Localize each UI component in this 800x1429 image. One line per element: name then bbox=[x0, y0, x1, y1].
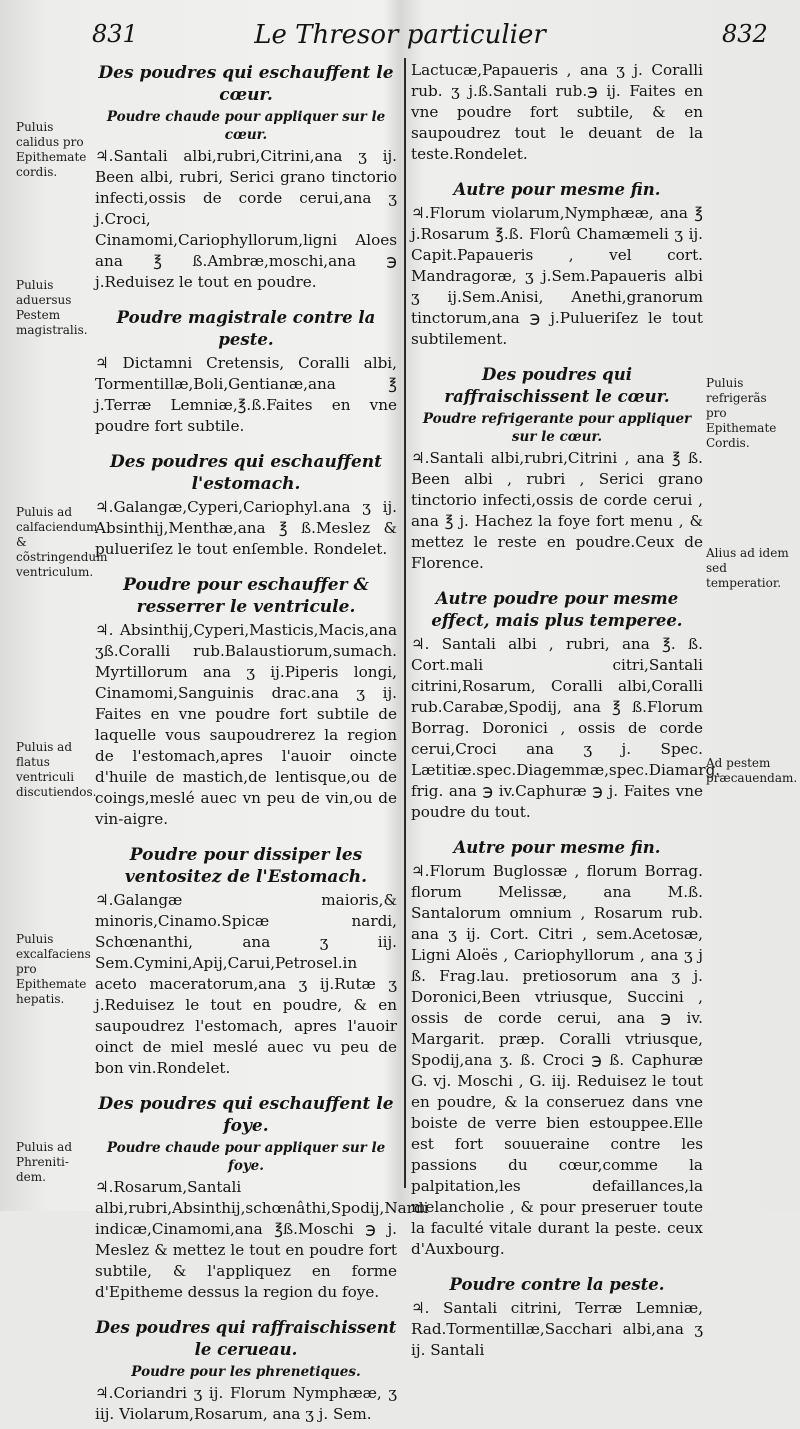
recipe-text: ♃.Galangæ maioris,& minoris,Cinamo.Spicæ nardi, Schœnanthi, ana ʒ iij. Sem.Cymini,Apij,Carui,Petrosel.in aceto maceratorum,ana ʒ ij.Rutæ ʒ j.Reduisez le tout en poudre, & en saupoudrez l'estomach, apres l'auoir oinct de miel meslé auec vu peu de bon vin.Rondelet. bbox=[95, 891, 397, 1077]
margin-note: Puluis calidus pro Epithemate cordis. bbox=[16, 120, 87, 179]
recipe-text: ♃.Galangæ,Cyperi,Cariophyl.ana ʒ ij. Absinthij,Menthæ,ana ℥ ß.Meslez & pulueriſez le tout enſemble. Rondelet. bbox=[95, 498, 397, 558]
recipe-text: ♃.Florum violarum,Nymphææ, ana ℥ j.Rosarum ℥.ß. Florû Chamæmeli ʒ ij. Capit.Papaueris , vel cort. Mandragoræ, ʒ j.Sem.Papaueris albi ʒ ij.Sem.Anisi, Anethi,granorum tinctorum,ana ℈ j.Pulueriſez le tout subtilement. bbox=[411, 204, 703, 348]
column-divider bbox=[404, 58, 406, 1188]
section-title: Poudre magistrale contre la peste. bbox=[116, 308, 376, 349]
section-title: Autre poudre pour mesme effect, mais plus temperee. bbox=[431, 589, 683, 630]
recipe-text: ♃ Dictamni Cretensis, Coralli albi, Tormentillæ,Boli,Gentianæ,ana ℥ j.Terræ Lemniæ,℥.ß.Faites en vne poudre fort subtile. bbox=[95, 354, 397, 435]
running-title: Le Thresor particulier bbox=[254, 20, 546, 50]
margin-note: Puluis refrigerãs pro Epithemate Cordis. bbox=[706, 376, 777, 450]
recipe-text: ♃.Santali albi,rubri,Citrini,ana ʒ ij. Been albi, rubri, Serici grano tinctorio infecti,ossis de corde cerui,ana ʒ j.Croci, Cinamomi,Cariophyllorum,ligni Aloes ana ℥ ß.Ambræ,moschi,ana ℈ j.Reduisez le tout en poudre. bbox=[95, 147, 397, 291]
section-subtitle: Poudre refrigerante pour appliquer sur le cœur. bbox=[422, 411, 692, 445]
section-title: Poudre pour eschauffer & resserrer le ventricule. bbox=[123, 575, 369, 617]
margin-note: Puluis ad Phreniti-dem. bbox=[16, 1140, 73, 1184]
recipe-text: ♃.Rosarum,Santali albi,rubri,Absinthij,schœnâthi,Spodij,Nardi indicæ,Cinamomi,ana ℥ß.Moschi ℈ j. Meslez & mettez le tout en poudre fort subtile, & l'appliquez en forme d'Epitheme dessus la region du foye. bbox=[95, 1178, 429, 1301]
section-title: Des poudres qui eschauffent l'estomach. bbox=[110, 452, 382, 494]
left-column bbox=[95, 60, 429, 1429]
page-number-right: 832 bbox=[722, 20, 768, 48]
recipe-text: ♃.Florum Buglossæ , florum Borrag. florum Melissæ, ana M.ß. Santalorum omnium , Rosarum rub. ana ʒ ij. Cort. Citri , sem.Acetosæ, Ligni Aloës , Cariophyllorum , ana ʒ j ß. Frag.lau. pretiosorum ana ʒ j. Doronici,Been vtriusque, Succini , ossis de corde cerui, ana ℈ iv. Margarit. præp. Coralli vtriusque, Spodij,ana ʒ. ß. Croci ℈ ß. Caphuræ G. vj. Moschi , G. iij. Reduisez le tout en poudre, & la conseruez dans vne boiste de verre bien estouppee.Elle est fort souueraine contre les passions du cœur,comme la palpitation,les defaillances,la melancholie , & pour preseruer toute la faculté vitale durant la peste. ceux d'Auxbourg. bbox=[411, 862, 703, 1258]
recipe-text: ♃. Santali citrini, Terræ Lemniæ, Rad.Tormentillæ,Sacchari albi,ana ʒ ij. Santali bbox=[411, 1299, 703, 1359]
section-title: Autre pour mesme fin. bbox=[453, 838, 661, 857]
section-title: Poudre pour dissiper les ventositez de l'Estomach. bbox=[124, 845, 368, 887]
recipe-text: ♃. Santali albi , rubri, ana ℥. ß. Cort.mali citri,Santali citrini,Rosarum, Coralli albi,Coralli rub.Carabæ,Spodij, ana ℥ ß.Florum Borrag. Doronici , ossis de corde cerui,Croci ana ʒ j. Spec. Lætitiæ.spec.Diagemmæ,spec.Diamarg. frig. ana ℈ iv.Caphuræ ℈ j. Faites vne poudre du tout. bbox=[411, 635, 721, 821]
section-title: Des poudres qui raffraischissent le cerueau. bbox=[95, 1318, 397, 1359]
recipe-text: Lactucæ,Papaueris , ana ʒ j. Coralli rub. ʒ j.ß.Santali rub.℈ ij. Faites en vne poudre fort subtile, & en saupoudrez tout le deuant de la teste.Rondelet. bbox=[411, 61, 703, 163]
page-number-left: 831 bbox=[92, 20, 138, 48]
margin-note: Puluis ad calfaciendum & cõstringendum ventriculum. bbox=[16, 505, 108, 579]
right-column bbox=[411, 60, 721, 1365]
recipe-text: ♃.Santali albi,rubri,Citrini , ana ℥ ß. Been albi , rubri , Serici grano tinctorio infecti,ossis de corde cerui , ana ℥ j. Hachez la foye fort menu , & mettez le reste en poudre.Ceux de Florence. bbox=[411, 449, 703, 572]
section-title: Des poudres qui raffraischissent le cœur. bbox=[444, 365, 670, 406]
page-header bbox=[0, 14, 800, 54]
recipe-text: ♃.Coriandri ʒ ij. Florum Nymphææ, ʒ iij. Violarum,Rosarum, ana ʒ j. Sem. bbox=[95, 1384, 397, 1423]
recipe-text: ♃. Absinthij,Cyperi,Masticis,Macis,ana ʒß.Coralli rub.Balaustiorum,sumach. Myrtillorum ana ʒ ij.Piperis longi, Cinamomi,Sanguinis drac.ana ʒ ij. Faites en vne poudre fort subtile de laquelle vous saupoudrerez la region de l'estomach,apres l'auoir oincte d'huile de mastich,de lentisque,ou de coings,meslé auec vn peu de vin,ou de vin-aigre. bbox=[95, 621, 397, 828]
section-title: Des poudres qui eschauffent le foye. bbox=[98, 1094, 394, 1136]
margin-note: Alius ad idem sed temperatior. bbox=[706, 546, 789, 590]
margin-note: Puluis aduersus Pestem magistralis. bbox=[16, 278, 88, 337]
margin-note: Puluis ad flatus ventriculi discutiendos. bbox=[16, 740, 97, 799]
section-title: Autre pour mesme fin. bbox=[453, 180, 661, 199]
section-subtitle: Poudre chaude pour appliquer sur le foye. bbox=[106, 1140, 386, 1174]
margin-note: Puluis excalfaciens pro Epithemate hepatis. bbox=[16, 932, 91, 1006]
section-title: Des poudres qui eschauffent le cœur. bbox=[98, 63, 394, 105]
section-subtitle: Poudre chaude pour appliquer sur le cœur. bbox=[106, 109, 386, 143]
margin-note: Ad pestem præcauendam. bbox=[706, 756, 798, 785]
section-title: Poudre contre la peste. bbox=[449, 1275, 665, 1294]
section-subtitle: Poudre pour les phrenetiques. bbox=[131, 1364, 361, 1380]
